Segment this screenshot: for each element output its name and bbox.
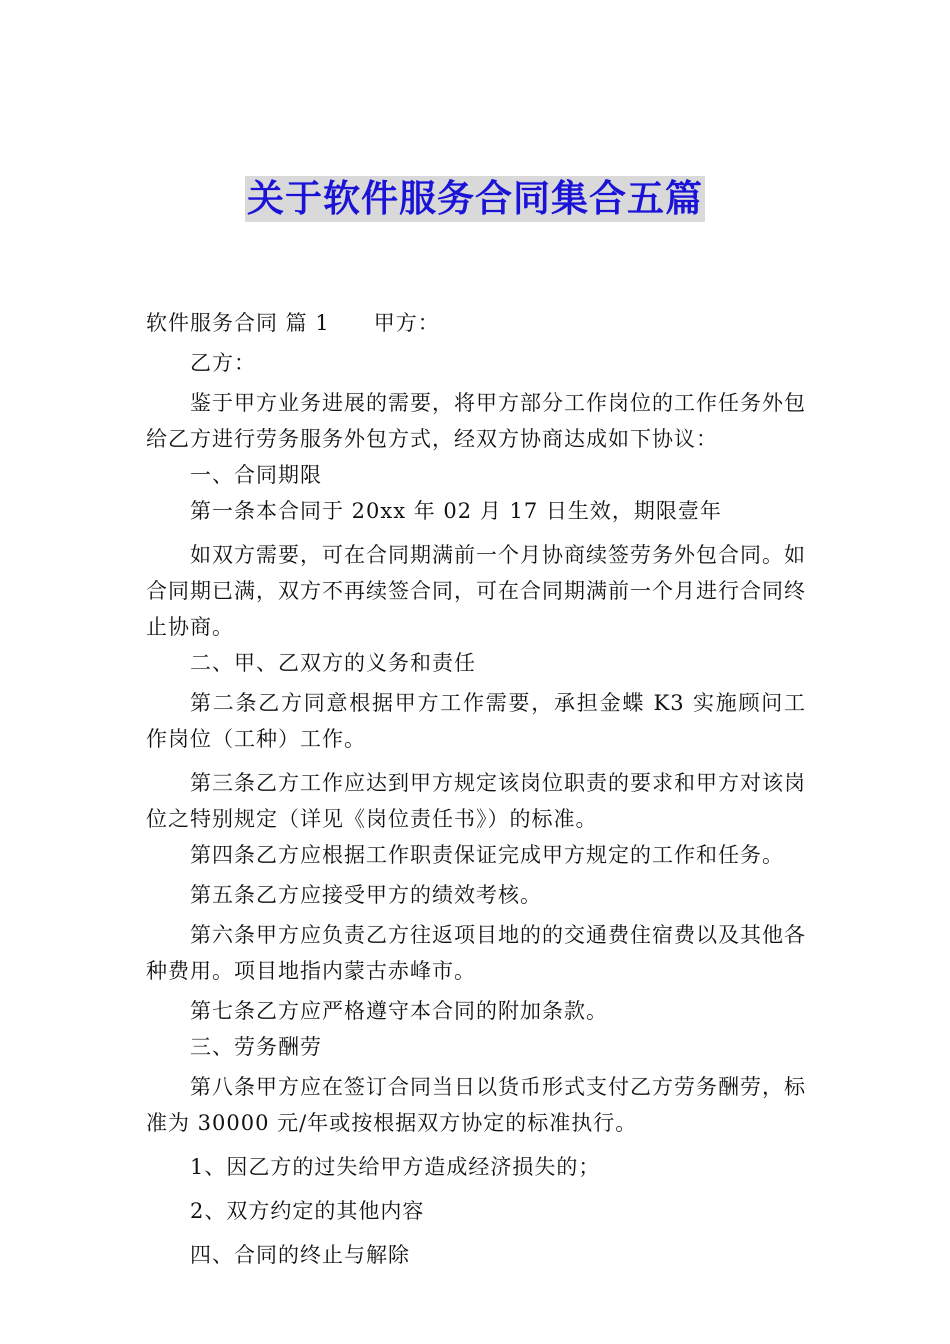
- paragraph-article-5: 第五条乙方应接受甲方的绩效考核。: [190, 883, 542, 907]
- paragraph-article-6: 第六条甲方应负责乙方往返项目地的的交通费住宿费以及其他各种费用。项目地指内蒙古赤峰市。: [146, 923, 806, 983]
- paragraph-article-2: 第二条乙方同意根据甲方工作需要，承担金蝶 K3 实施顾问工作岗位（工种）工作。: [146, 691, 806, 751]
- list-item-2: 2、双方约定的其他内容: [190, 1199, 425, 1223]
- party-a-label: 甲方：: [373, 311, 440, 335]
- title-container: [0, 176, 950, 222]
- paragraph-article-7: 第七条乙方应严格遵守本合同的附加条款。: [190, 999, 608, 1023]
- paragraph-party-b: 乙方：: [190, 351, 256, 375]
- heading-contract-term: 一、合同期限: [190, 463, 322, 487]
- section-header-line: [146, 305, 806, 341]
- document-title: 关于软件服务合同集合五篇: [247, 177, 703, 220]
- heading-termination: 四、合同的终止与解除: [190, 1243, 410, 1267]
- paragraph-article-8: 第八条甲方应在签订合同当日以货币形式支付乙方劳务酬劳，标准为 30000 元/年或按根据双方协定的标准执行。: [146, 1075, 806, 1135]
- paragraph-preamble: 鉴于甲方业务进展的需要，将甲方部分工作岗位的工作任务外包给乙方进行劳务服务外包方式，经双方协商达成如下协议：: [146, 391, 806, 451]
- section-heading: 软件服务合同 篇 1: [146, 311, 330, 335]
- paragraph-article-3: 第三条乙方工作应达到甲方规定该岗位职责的要求和甲方对该岗位之特别规定（详见《岗位责任书》）的标准。: [146, 771, 806, 831]
- paragraph-article-1: 第一条本合同于 20xx 年 02 月 17 日生效，期限壹年: [190, 499, 722, 523]
- heading-duties: 二、甲、乙双方的义务和责任: [190, 651, 476, 675]
- heading-remuneration: 三、劳务酬劳: [190, 1035, 322, 1059]
- paragraph-renewal: 如双方需要，可在合同期满前一个月协商续签劳务外包合同。如合同期已满，双方不再续签合同，可在合同期满前一个月进行合同终止协商。: [146, 543, 806, 639]
- document-body: [146, 305, 806, 1273]
- list-item-1: 1、因乙方的过失给甲方造成经济损失的；: [190, 1155, 601, 1179]
- paragraph-article-4: 第四条乙方应根据工作职责保证完成甲方规定的工作和任务。: [190, 843, 784, 867]
